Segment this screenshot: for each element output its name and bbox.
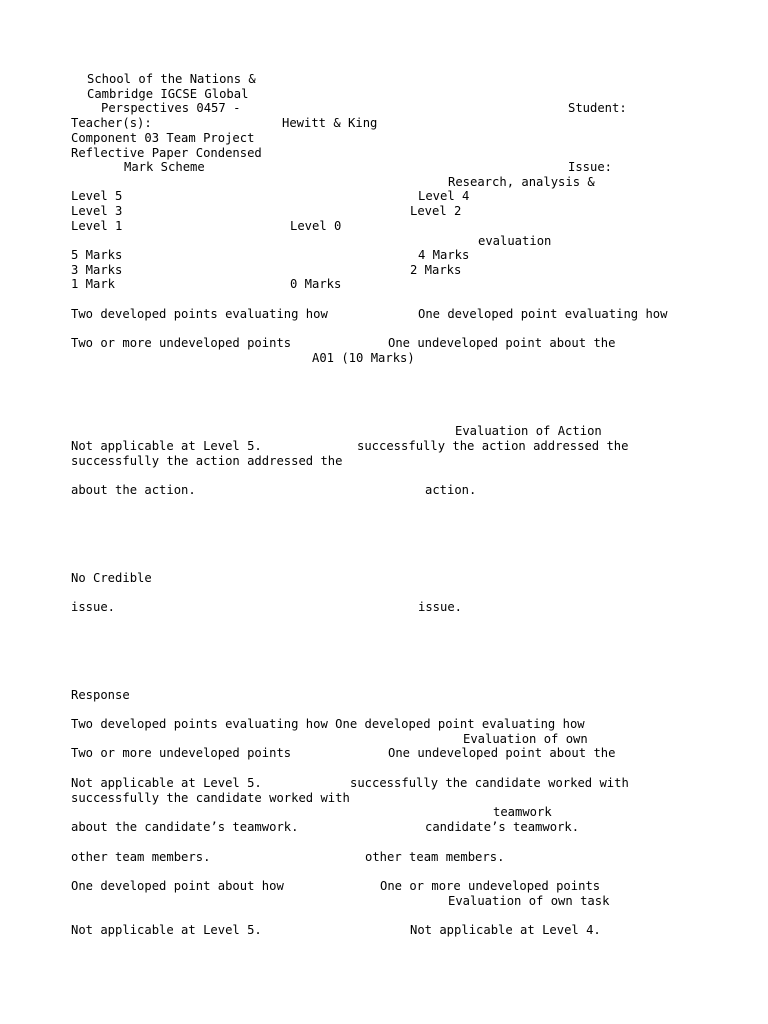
issue-1: issue.	[71, 600, 116, 614]
two-one-developed-2: Two developed points evaluating how One developed point evaluating how	[71, 717, 585, 731]
marks1: 1 Mark	[71, 277, 116, 291]
teachers-value: Hewitt & King	[282, 116, 378, 130]
eval-action-heading: Evaluation of Action	[455, 424, 602, 438]
one-undeveloped-1: One undeveloped point about the	[388, 336, 616, 350]
marks0: 0 Marks	[290, 277, 342, 291]
level0: Level 0	[290, 219, 342, 233]
response: Response	[71, 688, 130, 702]
success-action-b: successfully the action addressed the	[71, 454, 343, 468]
success-worked-b: successfully the candidate worked with	[71, 791, 350, 805]
success-worked-a: successfully the candidate worked with	[350, 776, 629, 790]
action-word: action.	[425, 483, 477, 497]
school-line: School of the Nations &	[87, 72, 256, 86]
research-line: Research, analysis &	[448, 175, 595, 189]
two-undeveloped-2: Two or more undeveloped points	[71, 746, 292, 760]
not-applicable-4: Not applicable at Level 4.	[410, 923, 601, 937]
about-teamwork: about the candidate’s teamwork.	[71, 820, 299, 834]
ao1-line: A01 (10 Marks)	[312, 351, 415, 365]
level2: Level 2	[410, 204, 462, 218]
issue-label: Issue:	[568, 160, 613, 174]
student-label: Student:	[568, 101, 627, 115]
level1: Level 1	[71, 219, 123, 233]
evaluation-word: evaluation	[478, 234, 552, 248]
eval-own-heading: Evaluation of own	[463, 732, 588, 746]
one-undeveloped-2: One undeveloped point about the	[388, 746, 616, 760]
level5: Level 5	[71, 189, 123, 203]
teachers-label: Teacher(s):	[71, 116, 152, 130]
level4: Level 4	[418, 189, 470, 203]
level3: Level 3	[71, 204, 123, 218]
not-applicable-2: Not applicable at Level 5.	[71, 776, 262, 790]
component-line: Component 03 Team Project	[71, 131, 255, 145]
candidate-teamwork: candidate’s teamwork.	[425, 820, 580, 834]
one-more-undeveloped: One or more undeveloped points	[380, 879, 601, 893]
teamwork-word: teamwork	[493, 805, 552, 819]
two-developed-1: Two developed points evaluating how	[71, 307, 328, 321]
marks5: 5 Marks	[71, 248, 123, 262]
course-line: Cambridge IGCSE Global	[87, 87, 249, 101]
markscheme-line: Mark Scheme	[124, 160, 205, 174]
eval-task-heading: Evaluation of own task	[448, 894, 610, 908]
success-action-a: successfully the action addressed the	[357, 439, 629, 453]
other-team-1: other team members.	[71, 850, 211, 864]
marks2: 2 Marks	[410, 263, 462, 277]
issue-2: issue.	[418, 600, 463, 614]
not-applicable-3: Not applicable at Level 5.	[71, 923, 262, 937]
other-team-2: other team members.	[365, 850, 505, 864]
not-applicable-1: Not applicable at Level 5.	[71, 439, 262, 453]
two-undeveloped-1: Two or more undeveloped points	[71, 336, 292, 350]
one-developed-about: One developed point about how	[71, 879, 284, 893]
marks4: 4 Marks	[418, 248, 470, 262]
no-credible: No Credible	[71, 571, 152, 585]
about-action: about the action.	[71, 483, 196, 497]
perspectives-line: Perspectives 0457 -	[101, 101, 241, 115]
one-developed-1: One developed point evaluating how	[418, 307, 668, 321]
marks3: 3 Marks	[71, 263, 123, 277]
reflective-line: Reflective Paper Condensed	[71, 146, 262, 160]
